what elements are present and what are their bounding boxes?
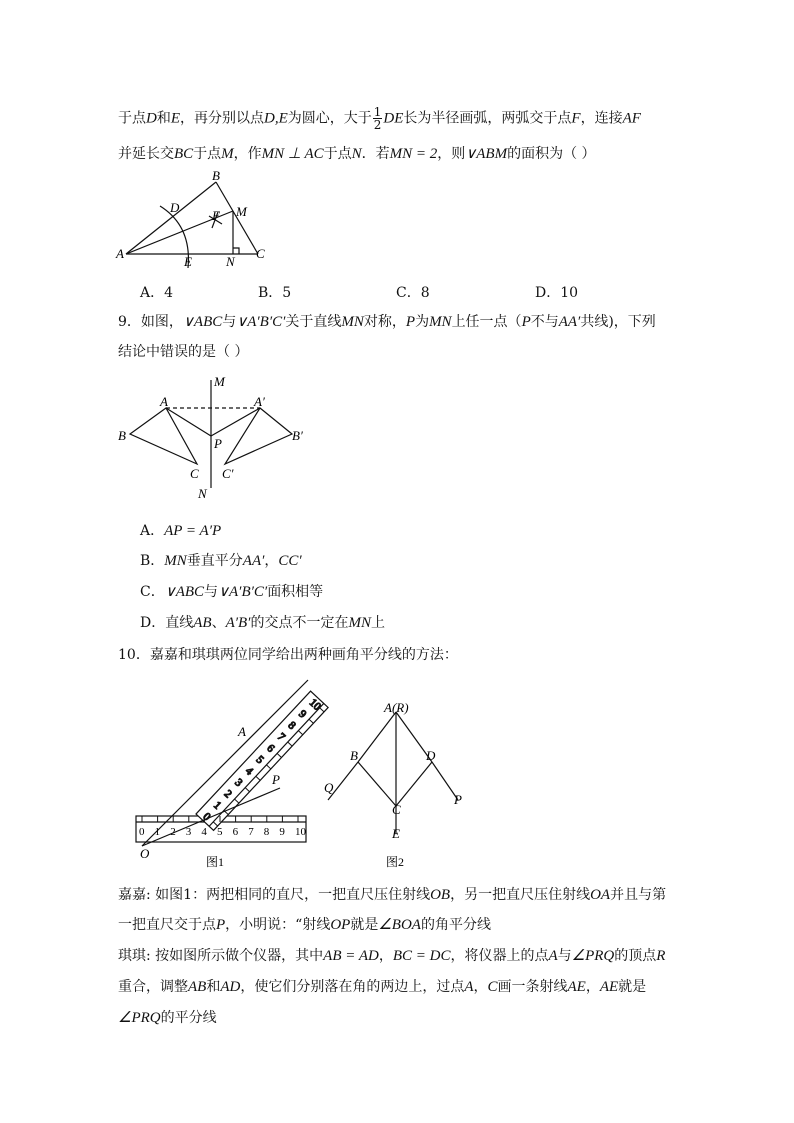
slanted-ruler-tick-label: 7 — [274, 730, 288, 744]
q9-label-B-prime: B′ — [292, 428, 303, 443]
q8-figure — [114, 170, 274, 270]
slanted-ruler-tick-label: 9 — [296, 708, 309, 721]
q9-label-C-prime: C′ — [222, 466, 234, 481]
q10-figure-1 — [130, 672, 324, 872]
slanted-ruler-tick-label: 6 — [264, 742, 277, 755]
slanted-ruler-tick-label: 0 — [200, 810, 213, 824]
q9-label-M: M — [214, 374, 225, 389]
qiqi-line3: ∠PRQ的平分线 — [118, 1010, 217, 1026]
q9-label-C: C — [190, 466, 199, 481]
slanted-ruler-tick-label: 3 — [232, 776, 245, 790]
ruler-tick-label: 5 — [217, 826, 223, 838]
fig2-label-P: P — [454, 792, 462, 807]
ruler-tick-label: 9 — [279, 826, 285, 838]
q10-figure-2 — [320, 700, 470, 870]
ruler-tick-label: 7 — [248, 826, 254, 838]
fig2-label-E: E — [392, 826, 400, 841]
fig1-label-P: P — [272, 772, 280, 787]
q8-label-E: E — [184, 254, 192, 269]
fig2-caption: 图2 — [386, 855, 405, 869]
slanted-ruler-tick-label: 5 — [253, 753, 266, 767]
qiqi-line1: 琪琪: 按如图所示做个仪器，其中AB = AD，BC = DC，将仪器上的点A与∠PRQ的顶点R — [118, 948, 666, 964]
fig1-label-O: O — [140, 846, 150, 861]
fig2-label-C: C — [392, 802, 401, 817]
q8-label-B: B — [212, 168, 220, 183]
ruler-tick-label: 1 — [154, 826, 161, 838]
fig1-caption: 图1 — [206, 855, 225, 869]
q9-label-P: P — [214, 436, 222, 451]
q8-label-N: N — [226, 254, 235, 269]
q9-choice-a: A．AP = A′P — [140, 523, 222, 539]
q9-label-N: N — [198, 486, 207, 501]
q8-label-C: C — [256, 246, 265, 261]
qiqi-line2: 重合，调整AB和AD，使它们分别落在角的两边上，过点A，C画一条射线AE，AE就是 — [118, 979, 647, 995]
ruler-tick-label: 3 — [185, 826, 192, 838]
slanted-ruler-tick-label: 2 — [221, 787, 234, 801]
q8-line1: 于点D和E，再分别以点D,E为圆心，大于 $\frac{1}{2}$ DE长为半径画弧，两弧交于点F，连接AF — [118, 105, 641, 132]
jiajia-line2: 一把直尺交于点P，小明说：“射线OP就是∠BOA的角平分线 — [118, 917, 491, 933]
fig1-label-A: A — [238, 724, 246, 739]
q8-line2: 并延长交BC于点M，作MN ⊥ AC于点N．若MN = 2，则∨ABM的面积为（ ） — [118, 146, 596, 162]
q8-option-c: C．8 — [396, 285, 430, 301]
q9-choice-b: B．MN垂直平分AA′，CC′ — [140, 553, 302, 569]
q8-option-b: B．5 — [258, 285, 292, 301]
q9-label-B: B — [118, 428, 126, 443]
q8-label-A: A — [116, 246, 124, 261]
q8-label-M: M — [236, 204, 247, 219]
q9-line2: 结论中错误的是（ ） — [118, 344, 249, 360]
q8-option-a: A．4 — [140, 285, 174, 301]
q8-label-F: F — [212, 208, 220, 223]
fig2-label-Q: Q — [324, 780, 334, 795]
ruler-tick-label: 2 — [170, 826, 176, 838]
q9-label-A: A — [160, 394, 168, 409]
fig2-label-B: B — [350, 748, 358, 763]
q9-label-A-prime: A′ — [254, 394, 265, 409]
ruler-tick-label: 10 — [295, 826, 306, 838]
q9-choice-c: C．∨ABC与∨A′B′C′面积相等 — [140, 584, 324, 600]
slanted-ruler-tick-label: 4 — [242, 765, 256, 778]
ruler-tick-label: 8 — [263, 826, 270, 838]
jiajia-line1: 嘉嘉: 如图1：两把相同的直尺，一把直尺压住射线OB，另一把直尺压住射线OA并且与第 — [118, 887, 667, 903]
slanted-ruler-tick-label: 1 — [211, 799, 224, 812]
q9-figure — [114, 372, 314, 502]
fig2-label-D: D — [426, 748, 436, 763]
fig2-label-A-R: A(R) — [384, 700, 409, 715]
ruler-tick-label: 4 — [201, 826, 207, 838]
ruler-tick-label: 6 — [232, 826, 239, 838]
q8-label-D: D — [170, 200, 180, 215]
q8-option-d: D．10 — [535, 285, 579, 301]
q9-choice-d: D．直线AB、A′B′的交点不一定在MN上 — [140, 615, 385, 631]
q10-title: 10．嘉嘉和琪琪两位同学给出两种画角平分线的方法： — [118, 647, 458, 663]
fraction-half: $\frac{1}{2}$ — [373, 105, 382, 132]
slanted-ruler-tick-label: 8 — [285, 719, 298, 732]
slanted-ruler-tick-label: 10 — [306, 696, 324, 713]
ruler-tick-label: 0 — [139, 826, 145, 838]
q9-line1: 9．如图，∨ABC与∨A′B′C′关于直线MN对称，P为MN上任一点（P不与AA′共线)，下列 — [118, 314, 656, 330]
